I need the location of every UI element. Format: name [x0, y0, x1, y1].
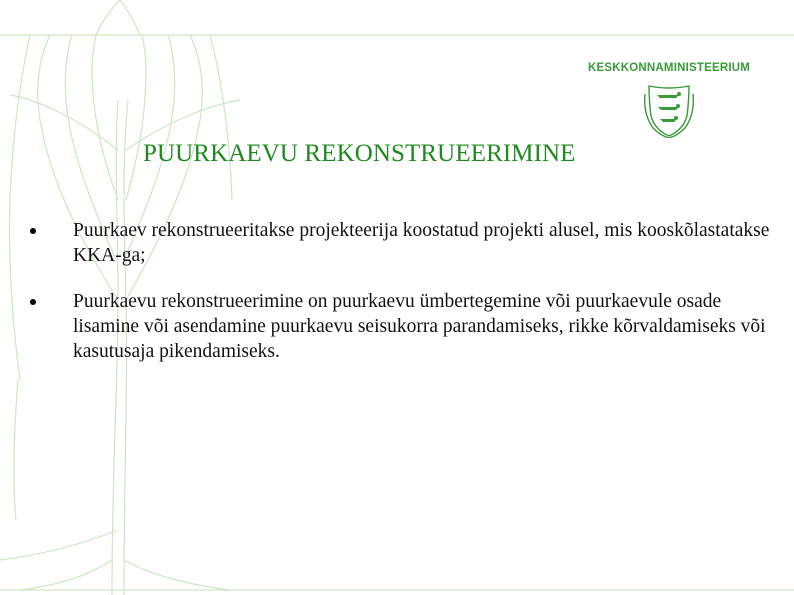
bullet-dot-icon	[30, 228, 36, 234]
slide-title: PUURKAEVU REKONSTRUEERIMINE	[143, 140, 576, 167]
ministry-name: KESKKONNAMINISTEERIUM	[588, 62, 751, 74]
bullet-list	[30, 218, 770, 385]
bullet-dot-icon	[30, 299, 36, 305]
list-item	[30, 289, 770, 364]
list-item	[30, 218, 770, 268]
bullet-text: Puurkaevu rekonstrueerimine on puurkaevu ümbertegemine või puurkaevule osade lisamine või asendamine puurkaevu seisukorra parandamiseks, rikke kõrvaldamiseks või kasutusaja pikendamiseks.	[73, 291, 766, 362]
estonian-coat-of-arms-icon	[643, 84, 695, 138]
bullet-text: Puurkaev rekonstrueeritakse projekteerija koostatud projekti alusel, mis kooskõlastatakse KKA-ga;	[73, 220, 770, 266]
